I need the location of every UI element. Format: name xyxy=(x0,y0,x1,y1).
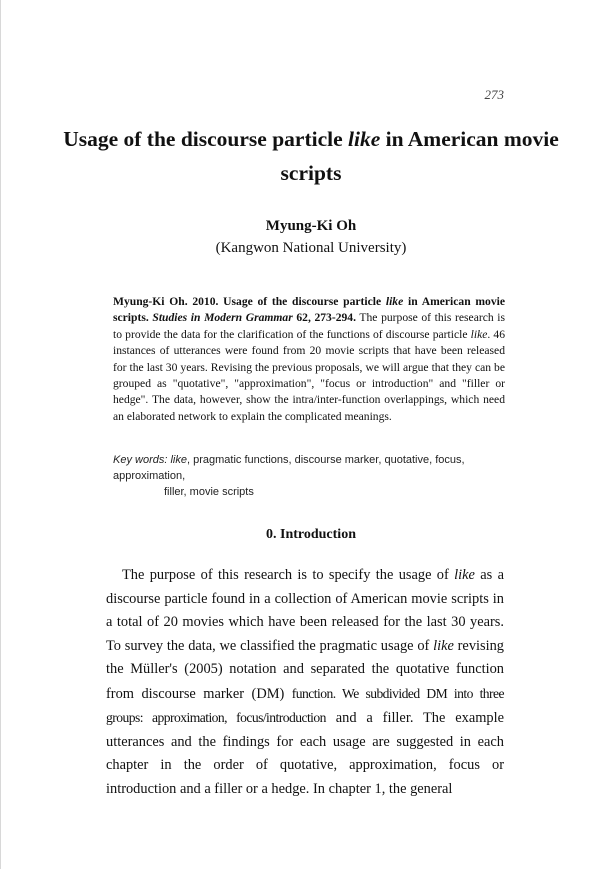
page-number: 273 xyxy=(484,87,504,102)
volume-pages: 62, 273-294. xyxy=(292,311,357,325)
body-paragraph xyxy=(106,564,504,801)
author-affiliation: (Kangwon National University) xyxy=(215,240,407,256)
body-text-1: The purpose of this research is to specify the usage of xyxy=(122,567,455,583)
section-heading: 0. Introduction xyxy=(266,527,356,542)
paper-title xyxy=(61,122,561,190)
body-text-4: function. We subdivided DM into three groups: approximation, focus/introduction xyxy=(106,685,504,725)
citation-like: like xyxy=(385,295,404,308)
journal-name: Studies in Modern Grammar xyxy=(152,311,293,325)
abstract-like: like xyxy=(470,327,488,341)
citation-post: in American movie scripts. xyxy=(113,295,505,325)
title-text-part2: in American movie scripts xyxy=(280,127,559,185)
author-name: Myung-Ki Oh xyxy=(265,218,357,234)
keywords-line2: filler, movie scripts xyxy=(164,486,254,498)
title-emphasis: like xyxy=(348,127,381,151)
body-text-3: revising the Müller's (2005) notation and separated the quotative function from discourse marker (DM) xyxy=(106,637,504,702)
keywords-line1: , pragmatic functions, discourse marker, quotative, focus, approximation, xyxy=(113,454,465,482)
abstract-text-1: The purpose of this research is to provide the data for the clarification of the functions of discourse particle xyxy=(113,311,505,341)
keywords xyxy=(113,452,511,500)
title-text-part1: Usage of the discourse particle xyxy=(63,127,349,151)
body-like-2: like xyxy=(433,637,454,654)
abstract xyxy=(113,294,505,425)
keyword-like: like xyxy=(170,454,187,466)
citation-pre: Myung-Ki Oh. 2010. Usage of the discourse particle xyxy=(113,295,386,308)
body-text-5: and a filler. The example utterances and the findings for each usage are suggested in each chapter in the order of quotative, approximation, focus or introduction and a filler or a hedge. In chapter 1, the general xyxy=(106,710,504,797)
keywords-label: Key words: xyxy=(113,454,168,466)
abstract-text-2: . 46 instances of utterances were found from 20 movie scripts that have been released for the last 30 years. Revising the previous proposals, we will argue that they can be grouped as "quotative", "approximation", "focus or introduction" and "filler or hedge". The data, however, show the intra/inter-function overlappings, which need an elaborated network to explain the complicated meanings. xyxy=(113,327,505,423)
body-like-1: like xyxy=(454,567,475,583)
body-text-2: as a discourse particle found in a collection of American movie scripts in a total of 20 movies which have been released for the last 30 years. To survey the data, we classified the pragmatic usage of xyxy=(106,567,504,654)
